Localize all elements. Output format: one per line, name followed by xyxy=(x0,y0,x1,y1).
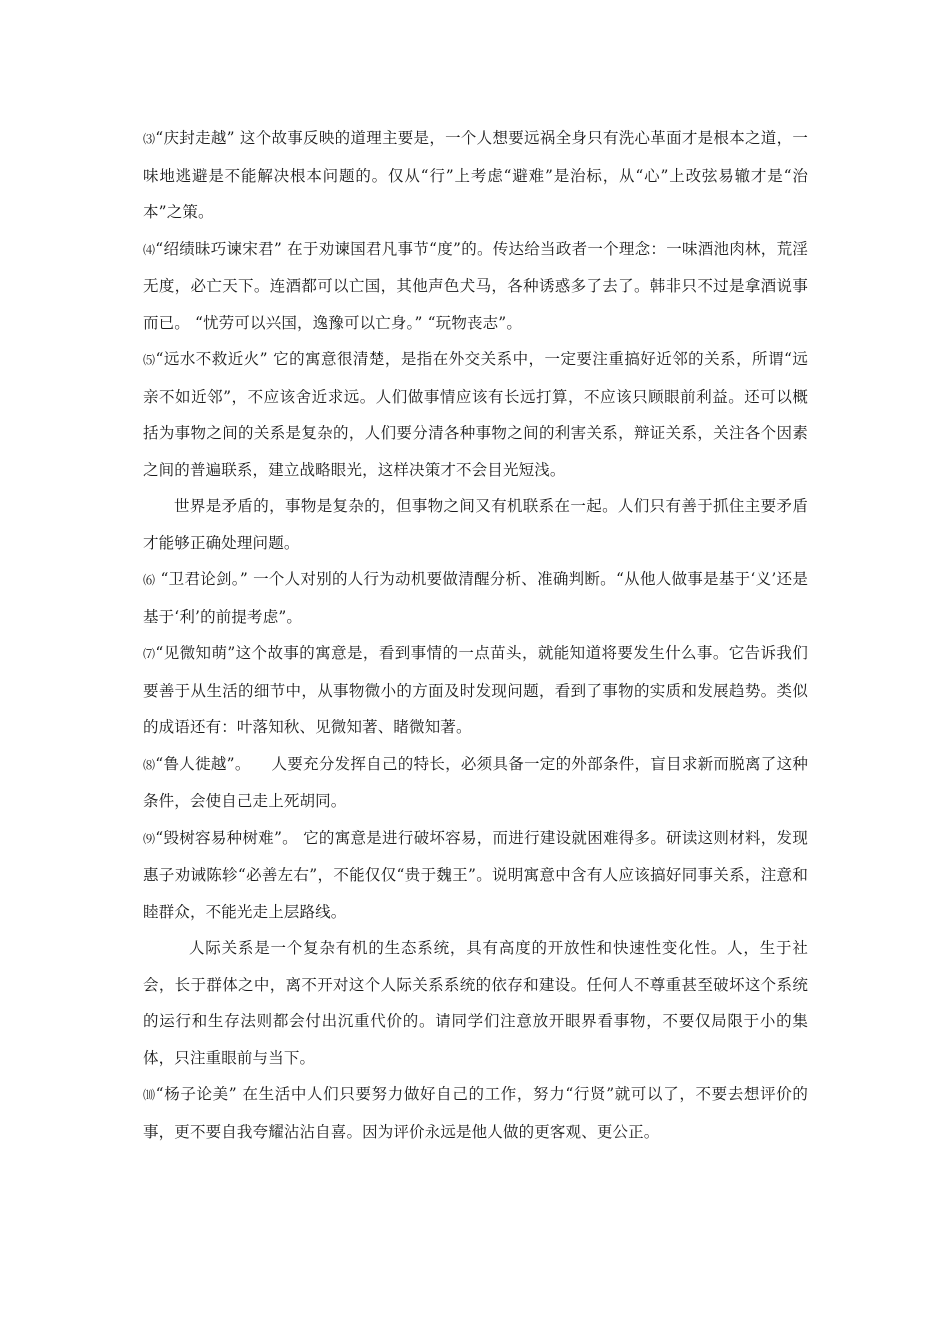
paragraph-6 xyxy=(143,561,808,635)
paragraph-text: “毁树容易种树难”。 它的寓意是进行破坏容易，而进行建设就困难得多。研读这则材料，发现惠子劝诫陈轸“必善左右”，不能仅仅“贵于魏王”。说明寓意中含有人应该搞好同事关系，注意和睦群众，不能光走上层路线。 xyxy=(143,828,808,921)
paragraph-text: 人际关系是一个复杂有机的生态系统，具有高度的开放性和快速性变化性。人，生于社会，长于群体之中，离不开对这个人际关系系统的依存和建设。任何人不尊重甚至破坏这个系统的运行和生存法则都会付出沉重代价的。请同学们注意放开眼界看事物，不要仅局限于小的集体，只注重眼前与当下。 xyxy=(143,939,808,1067)
item-number: ⑼ xyxy=(143,831,156,846)
paragraph-summary-contradiction xyxy=(143,488,808,561)
item-number: ⑹ xyxy=(143,573,156,587)
paragraph-3 xyxy=(143,120,808,231)
paragraph-text: “绍绩昧巧谏宋君” 在于劝谏国君凡事节“度”的。传达给当政者一个理念：一味酒池肉林，荒淫无度，必亡天下。连酒都可以亡国，其他声色犬马，各种诱惑多了去了。韩非只不过是拿酒说事而已。 “忧劳可以兴国，逸豫可以亡身。” “玩物丧志”。 xyxy=(143,239,808,332)
paragraph-text: “鲁人徙越”。 人要充分发挥自己的特长，必须具备一定的外部条件，盲目求新而脱离了这种条件，会使自己走上死胡同。 xyxy=(143,754,809,810)
item-number: ⑶ xyxy=(143,132,156,146)
paragraph-text: “见微知萌”这个故事的寓意是，看到事情的一点苗头，就能知道将要发生什么事。它告诉我们要善于从生活的细节中，从事物微小的方面及时发现问题，看到了事物的实质和发展趋势。类似的成语还有：叶落知秋、见微知著、睹微知著。 xyxy=(143,644,808,736)
paragraph-8 xyxy=(143,746,808,820)
paragraph-text: “卫君论剑。” 一个人对别的人行为动机要做清醒分析、准确判断。“从他人做事是基于‘义’还是基于‘利’的前提考虑”。 xyxy=(143,570,808,626)
item-number: ⑷ xyxy=(143,242,156,257)
document-body xyxy=(143,120,808,1150)
item-number: ⑻ xyxy=(143,757,156,772)
paragraph-text: 世界是矛盾的，事物是复杂的，但事物之间又有机联系在一起。人们只有善于抓住主要矛盾才能够正确处理问题。 xyxy=(143,497,808,552)
paragraph-9 xyxy=(143,820,808,931)
paragraph-text: “远水不救近火” 它的寓意很清楚，是指在外交关系中，一定要注重搞好近邻的关系，所谓“远亲不如近邻”，不应该舍近求远。人们做事情应该有长远打算，不应该只顾眼前利益。还可以概括为事物之间的关系是复杂的，人们要分清各种事物之间的利害关系，辩证关系，关注各个因素之间的普遍联系，建立战略眼光，这样决策才不会目光短浅。 xyxy=(143,350,808,479)
paragraph-10 xyxy=(143,1076,808,1150)
paragraph-summary-relations xyxy=(143,930,808,1076)
paragraph-5 xyxy=(143,341,808,488)
item-number: ⑽ xyxy=(143,1088,156,1102)
paragraph-7 xyxy=(143,635,808,746)
item-number: ⑺ xyxy=(143,647,156,661)
paragraph-text: “庆封走越” 这个故事反映的道理主要是，一个人想要远祸全身只有洗心革面才是根本之道，一味地逃避是不能解决根本问题的。仅从“行”上考虑“避难”是治标，从“心”上改弦易辙才是“治本”之策。 xyxy=(143,129,809,221)
paragraph-text: “杨子论美” 在生活中人们只要努力做好自己的工作，努力“行贤”就可以了，不要去想评价的事，更不要自我夸耀沾沾自喜。因为评价永远是他人做的更客观、更公正。 xyxy=(143,1085,809,1141)
paragraph-4 xyxy=(143,231,808,342)
item-number: ⑸ xyxy=(143,353,156,367)
